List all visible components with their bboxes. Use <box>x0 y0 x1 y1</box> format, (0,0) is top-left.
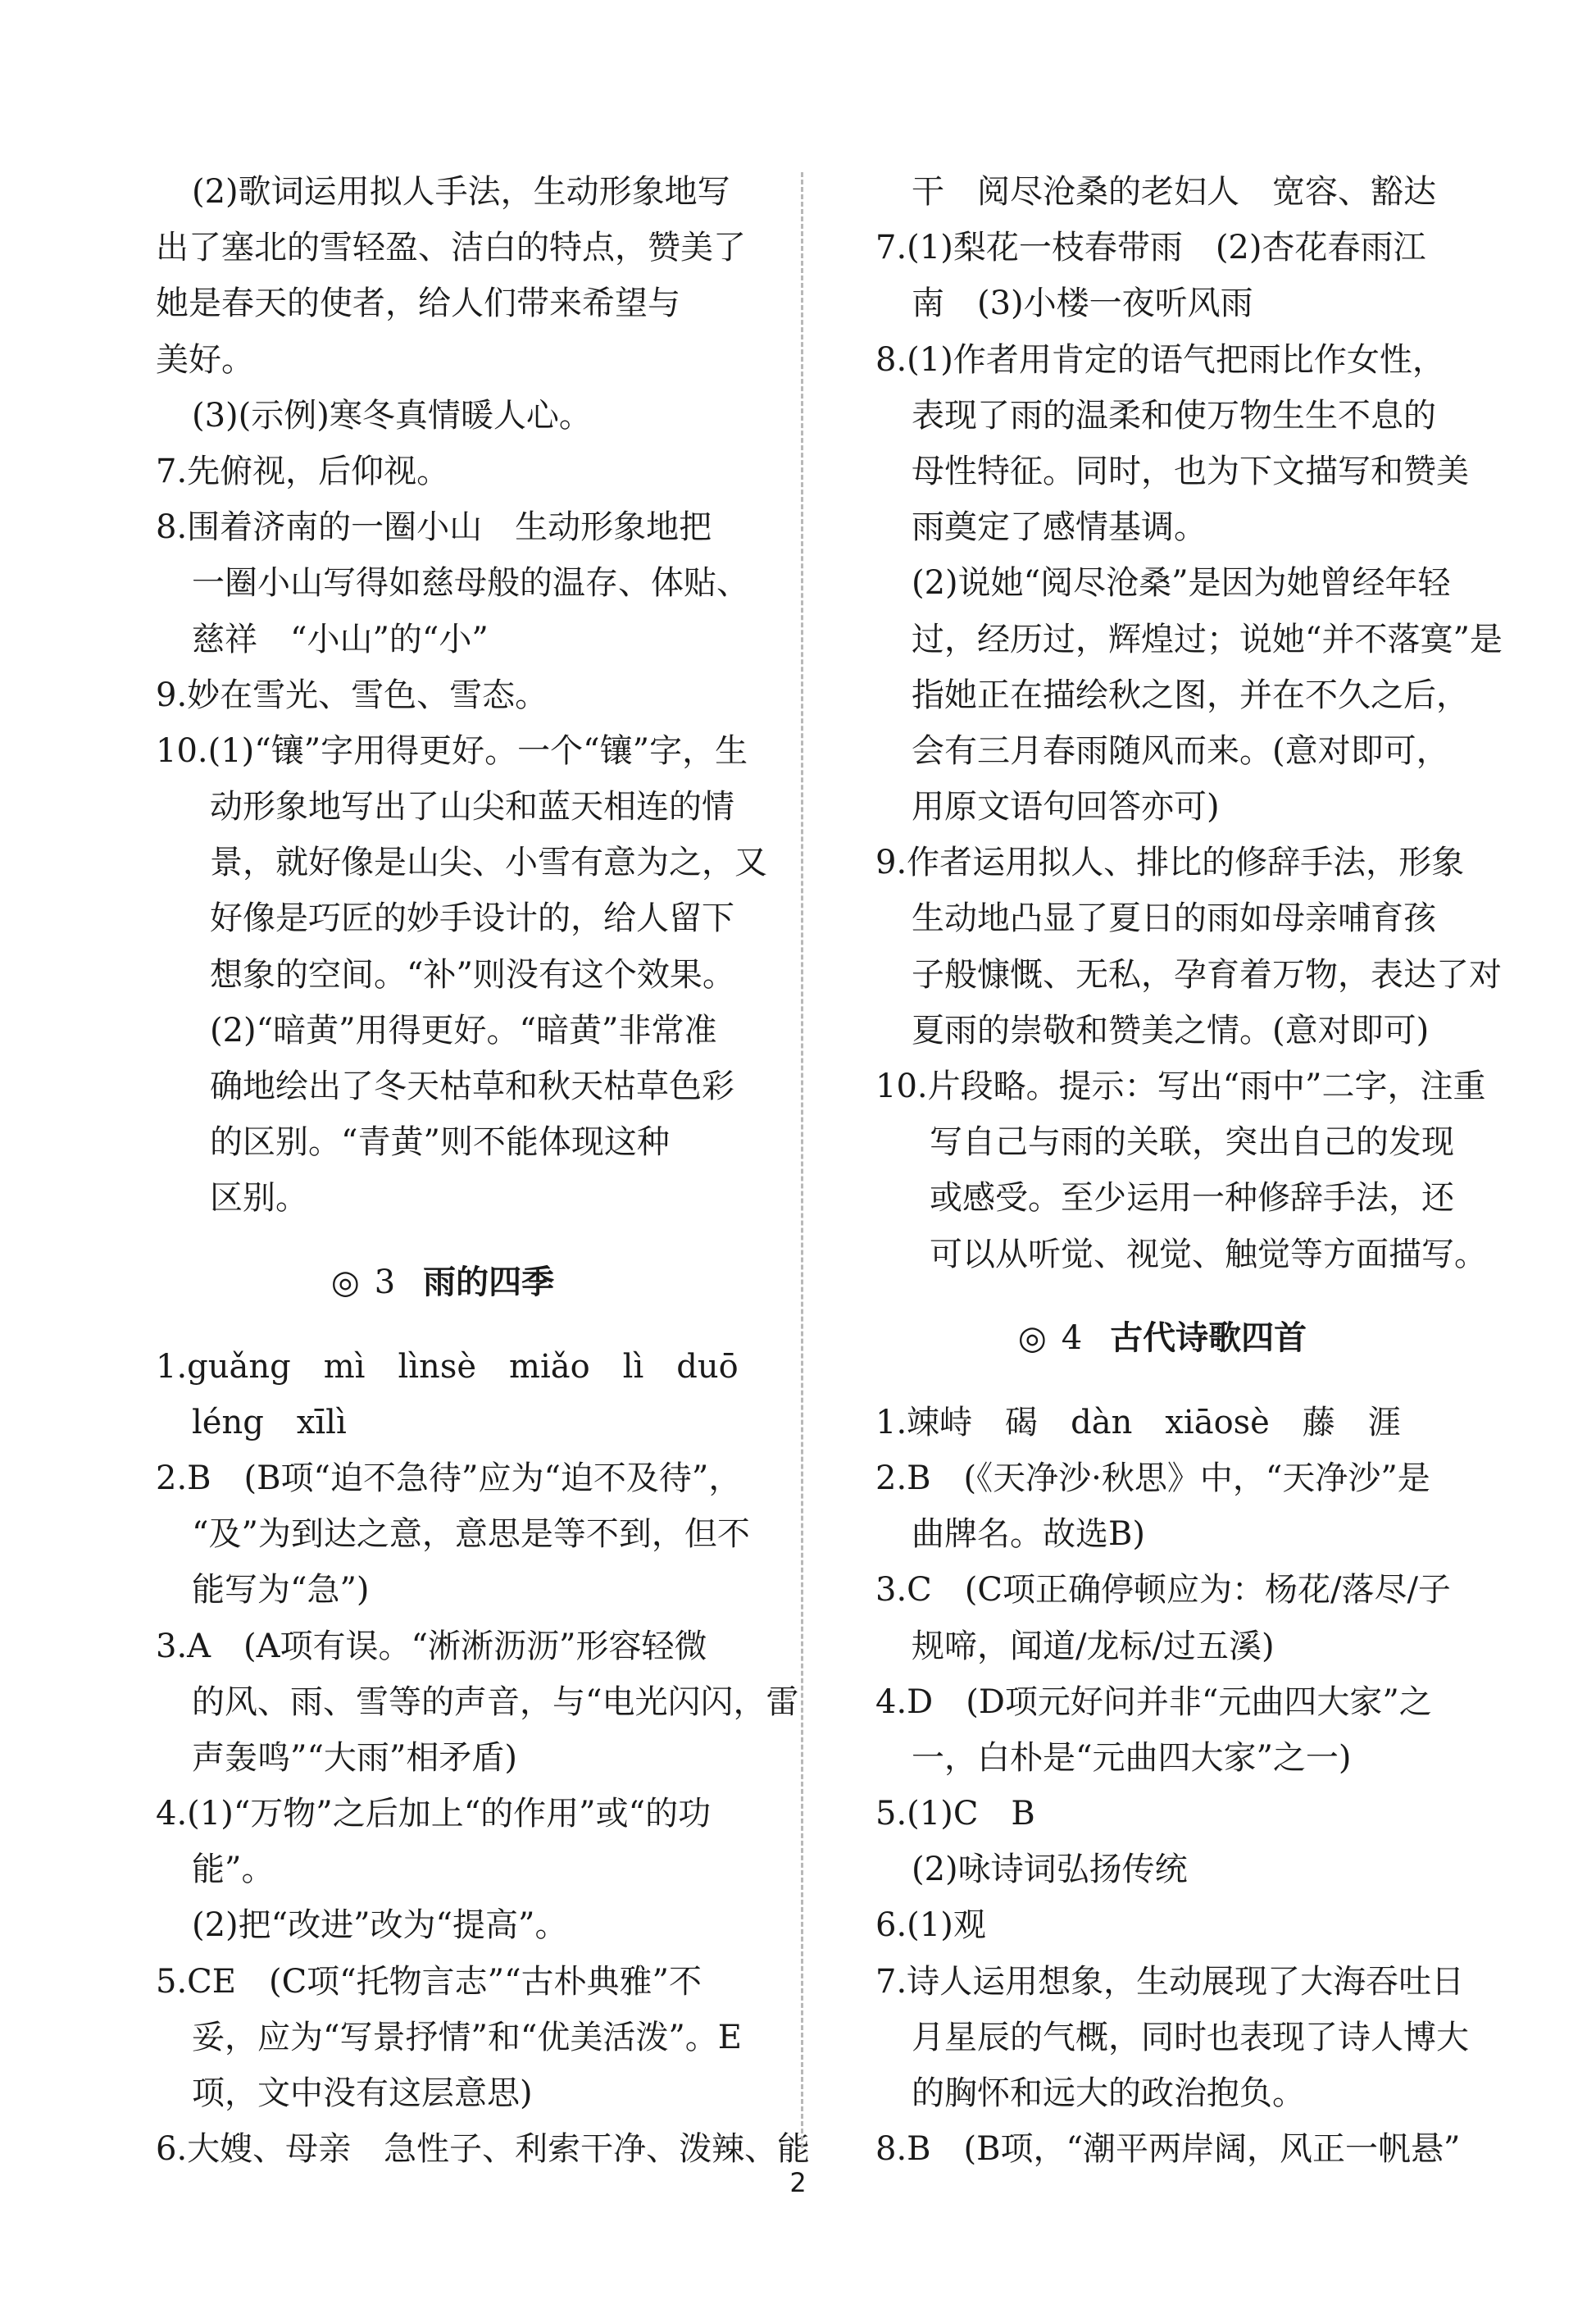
answer-line: 会有三月春雨随风而来。(意对即可， <box>912 731 1449 770</box>
answer-line: 7.先俯视，后仰视。 <box>156 452 450 490</box>
answer-line: 能”。 <box>192 1851 275 1889</box>
answer-line: 一，白朴是“元曲四大家”之一) <box>912 1738 1352 1777</box>
answer-line: 4.D (D项元好问并非“元曲四大家”之 <box>875 1682 1432 1721</box>
answer-line: 夏雨的崇敬和赞美之情。(意对即可) <box>912 1011 1430 1050</box>
answer-line: (2)歌词运用拟人手法，生动形象地写 <box>192 173 730 211</box>
answer-line: (2)“暗黄”用得更好。“暗黄”非常准 <box>210 1011 717 1050</box>
answer-line: 美好。 <box>156 340 254 379</box>
answer-line: 10.(1)“镶”字用得更好。一个“镶”字，生 <box>156 731 748 770</box>
answer-line: 4.(1)“万物”之后加上“的作用”或“的功 <box>156 1795 712 1833</box>
answer-line: 好像是巧匠的妙手设计的，给人留下 <box>210 899 734 938</box>
answer-line: 2.B (《天净沙·秋思》中，“天净沙”是 <box>875 1459 1430 1497</box>
answer-line: 2.B (B项“迫不急待”应为“迫不及待”， <box>156 1459 742 1497</box>
answer-line: (3)(示例)寒冬真情暖人心。 <box>192 396 592 435</box>
section-mark-icon: ◎ <box>1017 1318 1047 1357</box>
answer-line: 出了塞北的雪轻盈、洁白的特点，赞美了 <box>156 229 746 267</box>
section-title: 古代诗歌四首 <box>1110 1318 1307 1357</box>
answer-line: 的胸怀和远大的政治抱负。 <box>912 2074 1305 2112</box>
answer-line: 5.(1)C B <box>875 1795 1035 1833</box>
answer-line: 母性特征。同时，也为下文描写和赞美 <box>912 452 1469 490</box>
answer-line: (2)把“改进”改为“提高”。 <box>192 1906 568 1945</box>
answer-line: 7.诗人运用想象，生动展现了大海吞吐日 <box>875 1962 1465 2001</box>
answer-line: 干 阅尽沧桑的老妇人 宽容、豁达 <box>912 173 1436 211</box>
section-mark-icon: ◎ <box>330 1263 360 1301</box>
section-number: 4 <box>1061 1318 1083 1357</box>
answer-line: (2)说她“阅尽沧桑”是因为她曾经年轻 <box>912 564 1451 603</box>
answer-line: 确地绘出了冬天枯草和秋天枯草色彩 <box>210 1068 734 1105</box>
answer-line: 动形象地写出了山尖和蓝天相连的情 <box>210 788 734 826</box>
answer-line: 一圈小山写得如慈母般的温存、体贴、 <box>192 564 749 603</box>
answer-line: 写自己与雨的关联，突出自己的发现 <box>930 1123 1454 1162</box>
answer-line: 南 (3)小楼一夜听风雨 <box>912 285 1253 323</box>
answer-line: 3.C (C项正确停顿应为：杨花/落尽/子 <box>875 1571 1451 1610</box>
answer-line: 项，文中没有这层意思) <box>192 2074 533 2112</box>
answer-line: 子般慷慨、无私，孕育着万物，表达了对 <box>912 955 1502 994</box>
answer-line: 能写为“急”) <box>192 1571 370 1610</box>
answer-line: 6.大嫂、母亲 急性子、利索干净、泼辣、能 <box>156 2130 811 2169</box>
answer-line: 10.片段略。提示：写出“雨中”二字，注重 <box>875 1068 1486 1105</box>
section-number: 3 <box>374 1263 396 1301</box>
answer-line: 或感受。至少运用一种修辞手法，还 <box>930 1179 1454 1218</box>
answer-line: 她是春天的使者，给人们带来希望与 <box>156 285 680 323</box>
left-column <box>156 164 811 2177</box>
section-heading <box>156 1227 730 1339</box>
answer-line: 1.guǎng mì lìnsè miǎo lì duō <box>156 1347 739 1386</box>
section-title: 雨的四季 <box>423 1263 555 1301</box>
answer-line: 8.围着济南的一圈小山 生动形象地把 <box>156 508 712 547</box>
answer-line: 9.妙在雪光、雪色、雪态。 <box>156 676 548 714</box>
answer-line: 想象的空间。“补”则没有这个效果。 <box>210 955 735 994</box>
answer-line: 5.CE (C项“托物言志”“古朴典雅”不 <box>156 1962 702 2001</box>
answer-line: (2)咏诗词弘扬传统 <box>912 1851 1188 1889</box>
answer-line: 的风、雨、雪等的声音，与“电光闪闪，雷 <box>192 1682 799 1721</box>
answer-line: 1.竦峙 碣 dàn xiāosè 藤 涯 <box>875 1403 1401 1441</box>
answer-line: léng xīlì <box>192 1403 347 1441</box>
answer-line: 曲牌名。故选B) <box>912 1515 1145 1554</box>
answer-line: 区别。 <box>210 1179 308 1218</box>
answer-line: 3.A (A项有误。“淅淅沥沥”形容轻微 <box>156 1627 707 1665</box>
answer-line: 雨奠定了感情基调。 <box>912 508 1207 547</box>
answer-line: 规啼，闻道/龙标/过五溪) <box>912 1627 1275 1665</box>
answer-line: 妥，应为“写景抒情”和“优美活泼”。E <box>192 2018 742 2056</box>
answer-line: “及”为到达之意，意思是等不到，但不 <box>192 1515 750 1554</box>
answer-line: 8.B (B项，“潮平两岸阔，风正一帆悬” <box>875 2130 1461 2169</box>
answer-line: 6.(1)观 <box>875 1906 986 1945</box>
answer-line: 月星辰的气概，同时也表现了诗人博大 <box>912 2018 1469 2056</box>
answer-line: 7.(1)梨花一枝春带雨 (2)杏花春雨江 <box>875 229 1426 267</box>
page-number: 2 <box>789 2167 807 2198</box>
answer-line: 指她正在描绘秋之图，并在不久之后， <box>912 676 1469 714</box>
answer-line: 8.(1)作者用肯定的语气把雨比作女性， <box>875 340 1445 379</box>
answer-line: 可以从听觉、视觉、触觉等方面描写。 <box>930 1235 1487 1273</box>
right-column <box>875 164 1503 2177</box>
answer-line: 过，经历过，辉煌过；说她“并不落寞”是 <box>912 620 1503 658</box>
answer-line: 表现了雨的温柔和使万物生生不息的 <box>912 396 1436 435</box>
answer-line: 慈祥 “小山”的“小” <box>192 620 489 658</box>
answer-line: 9.作者运用拟人、排比的修辞手法，形象 <box>875 844 1465 882</box>
section-heading <box>875 1282 1449 1395</box>
answer-line: 声轰鸣”“大雨”相矛盾) <box>192 1738 517 1777</box>
column-divider <box>801 172 803 2148</box>
answer-line: 景，就好像是山尖、小雪有意为之，又 <box>210 844 767 882</box>
answer-line: 的区别。“青黄”则不能体现这种 <box>210 1123 670 1162</box>
answer-line: 用原文语句回答亦可) <box>912 788 1220 826</box>
answer-line: 生动地凸显了夏日的雨如母亲哺育孩 <box>912 899 1436 938</box>
